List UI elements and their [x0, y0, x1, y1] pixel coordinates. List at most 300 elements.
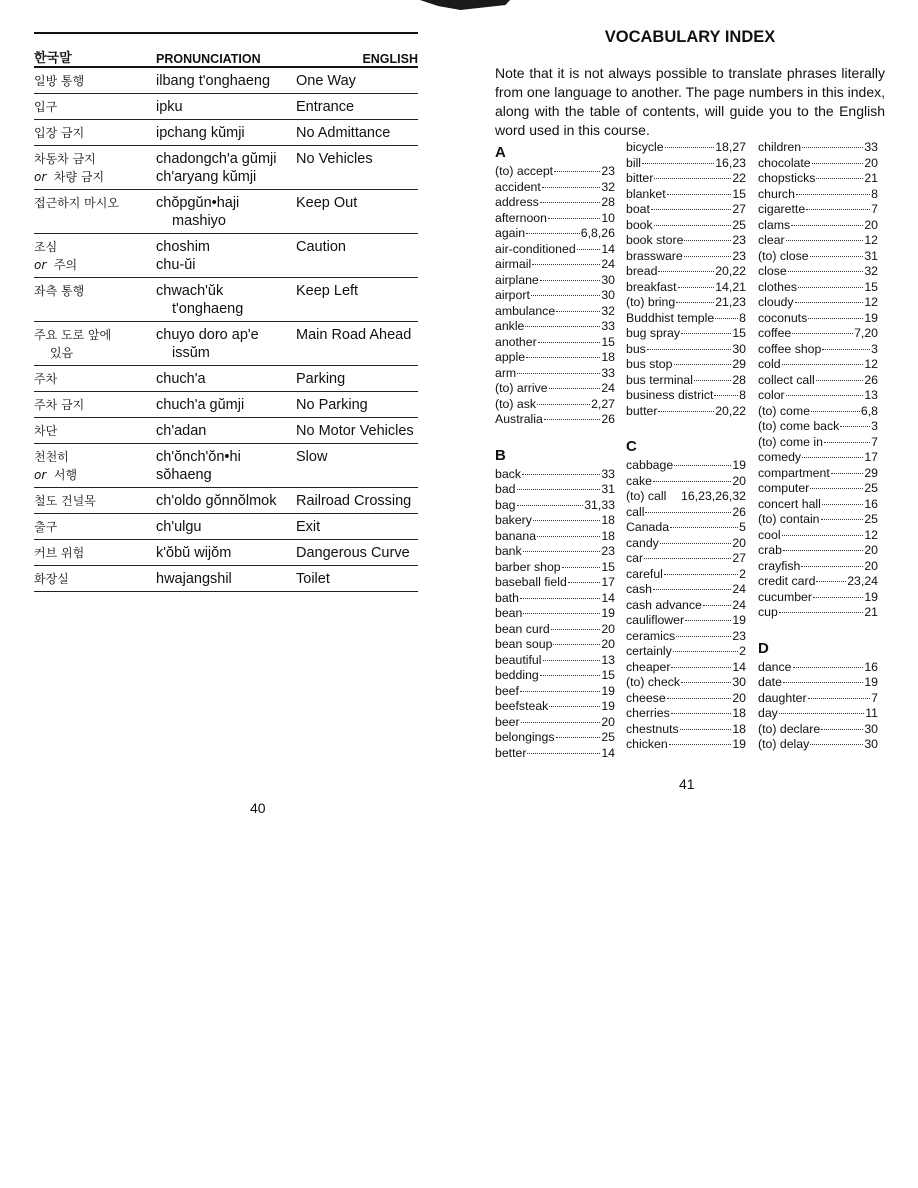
index-entry: [758, 590, 878, 606]
index-pages: 19: [601, 683, 615, 698]
index-pages: 25: [864, 512, 878, 526]
table-row: [34, 514, 418, 540]
index-entry: [758, 264, 878, 280]
index-entry: [758, 388, 878, 404]
index-term: cigarette: [758, 202, 806, 216]
dot-leader: [523, 551, 601, 552]
index-term: airplane: [495, 272, 539, 287]
index-entry: [758, 404, 878, 420]
index-pages: 30: [732, 341, 746, 356]
index-term: cake: [626, 473, 652, 488]
index-pages: 26: [864, 372, 878, 387]
index-term: careful: [626, 566, 663, 581]
page-title: VOCABULARY INDEX: [604, 28, 776, 46]
dot-leader: [674, 465, 731, 466]
index-entry: [758, 419, 878, 435]
korean-word: 좌측 통행: [34, 284, 85, 298]
dot-leader: [786, 395, 864, 396]
index-pages: 12: [864, 527, 878, 542]
dot-leader: [548, 218, 600, 219]
index-pages: 30: [601, 288, 615, 302]
dot-leader: [810, 256, 864, 257]
pronunciation-cell: [156, 448, 296, 484]
dot-leader: [658, 411, 714, 412]
index-entry: [495, 637, 615, 653]
index-term: chestnuts: [626, 721, 679, 736]
dot-leader: [654, 225, 732, 226]
index-entry: [626, 388, 746, 404]
korean-cell: [34, 544, 156, 562]
table-row: [34, 392, 418, 418]
index-pages: 23,24: [847, 574, 878, 588]
dot-leader: [782, 535, 864, 536]
table-header: [34, 34, 418, 68]
index-entry: [495, 622, 615, 638]
korean-word: 주차 금지: [34, 398, 85, 412]
korean-text: [34, 326, 156, 344]
korean-text: [34, 448, 156, 466]
index-term: children: [758, 140, 802, 154]
index-term: banana: [495, 528, 537, 543]
pronunciation-text: ch'ŏnch'ŏn•hi: [156, 449, 241, 465]
index-column-2: [626, 140, 746, 753]
index-pages: 20: [601, 637, 615, 651]
table-row: [34, 94, 418, 120]
index-term: crayfish: [758, 558, 801, 573]
dot-leader: [821, 519, 864, 520]
index-entry: [495, 226, 615, 242]
index-term: belongings: [495, 730, 555, 744]
korean-text: [34, 396, 156, 414]
index-entry: [626, 233, 746, 249]
dot-leader: [520, 691, 600, 692]
index-pages: 10: [601, 210, 615, 225]
dot-leader: [810, 744, 863, 745]
korean-word: 주요 도로 앞에: [34, 328, 112, 342]
index-term: afternoon: [495, 210, 547, 225]
pronunciation-cell: [156, 98, 296, 116]
dot-leader: [577, 249, 601, 250]
index-term: (to) come in: [758, 434, 823, 449]
pronunciation-cell: [156, 492, 296, 510]
index-pages: 20,22: [715, 264, 746, 278]
index-entry: [626, 357, 746, 373]
index-pages: 31: [864, 248, 878, 263]
intro-paragraph: Note that it is not always possible to translate phrases literally from one language to another. The page numbers in this index, along with the table of contents, will guide you to the English word used in this course.: [495, 65, 885, 138]
index-entry: [758, 342, 878, 358]
index-entry: [626, 156, 746, 172]
index-pages: 15: [864, 279, 878, 294]
index-pages: 2: [739, 566, 746, 581]
index-pages: 21: [864, 605, 878, 619]
road-sign-table: [34, 32, 418, 592]
index-pages: 3: [871, 341, 878, 356]
index-pages: 18: [601, 513, 615, 527]
index-term: daughter: [758, 690, 807, 705]
index-term: bean curd: [495, 621, 550, 636]
dot-leader: [520, 598, 600, 599]
korean-word: 커브 위험: [34, 546, 85, 560]
index-entry: [626, 295, 746, 311]
index-pages: 3: [871, 419, 878, 433]
index-entry: [758, 249, 878, 265]
pronunciation-text: hwajangshil: [156, 571, 232, 587]
pronunciation-text: t'onghaeng: [172, 301, 244, 317]
index-pages: 7: [871, 434, 878, 449]
dot-leader: [517, 489, 601, 490]
index-pages: 14: [601, 590, 615, 605]
index-term: Buddhist temple: [626, 310, 715, 325]
dot-leader: [660, 543, 731, 544]
index-term: bedding: [495, 668, 539, 682]
korean-cell: [34, 326, 156, 362]
dot-leader: [644, 558, 731, 559]
dot-leader: [793, 667, 864, 668]
english-cell: Dangerous Curve: [296, 545, 410, 561]
index-pages: 16: [864, 496, 878, 511]
pronunciation-cell: [156, 282, 296, 318]
index-entry: [626, 505, 746, 521]
dot-leader: [671, 713, 732, 714]
index-pages: 31,33: [584, 497, 615, 512]
pronunciation-text: chadongch'a gŭmji: [156, 151, 277, 167]
korean-word: 일방 통행: [34, 74, 85, 88]
index-pages: 20: [601, 714, 615, 729]
index-term: breakfast: [626, 279, 677, 294]
index-entry: [626, 598, 746, 614]
index-term: (to) delay: [758, 737, 810, 751]
index-entry: [758, 187, 878, 203]
index-entry: [495, 606, 615, 622]
index-term: butter: [626, 403, 658, 418]
pronunciation-cell: [156, 72, 296, 90]
dot-leader: [542, 187, 601, 188]
dot-leader: [667, 698, 732, 699]
scan-artifact: [420, 0, 510, 10]
index-pages: 25: [601, 730, 615, 744]
index-pages: 11: [865, 706, 878, 720]
pronunciation-cell: [156, 422, 296, 440]
dot-leader: [556, 737, 601, 738]
index-term: ankle: [495, 319, 525, 333]
dot-leader: [796, 194, 870, 195]
dot-leader: [517, 505, 584, 506]
korean-text: [34, 98, 156, 116]
dot-leader: [673, 651, 738, 652]
index-entry: [758, 171, 878, 187]
index-term: beef: [495, 683, 519, 698]
index-term: again: [495, 226, 526, 240]
index-entry: [495, 211, 615, 227]
section-letter: C: [626, 438, 637, 455]
or-label: or: [34, 468, 47, 482]
dot-leader: [812, 163, 864, 164]
dot-leader: [651, 209, 731, 210]
dot-leader: [678, 287, 715, 288]
korean-word: 주차: [34, 372, 58, 386]
table-row: [34, 278, 418, 322]
index-pages: 29: [732, 357, 746, 371]
section-letter: B: [495, 446, 506, 464]
index-term: apple: [495, 350, 526, 364]
dot-leader: [806, 209, 870, 210]
pronunciation-cell: [156, 124, 296, 142]
index-pages: 26: [601, 412, 615, 426]
index-entry: [626, 567, 746, 583]
pronunciation-text: k'ŏbŭ wijŏm: [156, 545, 232, 561]
page-number-left: 40: [250, 800, 266, 816]
index-entry: [758, 450, 878, 466]
korean-word: 서행: [53, 468, 78, 482]
index-term: credit card: [758, 574, 816, 588]
korean-cell: [34, 72, 156, 90]
index-term: candy: [626, 535, 659, 550]
index-pages: 19: [732, 613, 746, 627]
dot-leader: [786, 240, 864, 241]
index-term: bug spray: [626, 326, 681, 340]
index-term: cauliflower: [626, 613, 685, 627]
index-pages: 19: [864, 310, 878, 325]
dot-leader: [667, 194, 732, 195]
dot-leader: [674, 364, 732, 365]
index-entry: [626, 613, 746, 629]
index-entry: [495, 257, 615, 273]
index-term: accident: [495, 179, 541, 194]
index-entry: [495, 467, 615, 483]
index-pages: 7,20: [854, 326, 878, 340]
korean-cell: [34, 194, 156, 212]
index-term: cash advance: [626, 597, 702, 612]
dot-leader: [779, 612, 863, 613]
dot-leader: [527, 753, 600, 754]
korean-text: [34, 570, 156, 588]
dot-leader: [543, 660, 601, 661]
dot-leader: [694, 380, 731, 381]
dot-leader: [540, 675, 601, 676]
header-pronunciation: PRONUNCIATION: [156, 52, 261, 66]
index-pages: 33: [601, 319, 615, 333]
index-pages: 19: [864, 589, 878, 604]
index-pages: 8: [739, 388, 746, 402]
pronunciation-text: ch'ulgu: [156, 519, 202, 535]
index-pages: 27: [732, 202, 746, 216]
korean-text: [34, 518, 156, 536]
pronunciation-text: chuch'a gŭmji: [156, 397, 245, 413]
dot-leader: [653, 589, 731, 590]
korean-word: 차단: [34, 424, 58, 438]
index-entry: [495, 591, 615, 607]
index-entry: [758, 357, 878, 373]
korean-text: [34, 492, 156, 510]
index-pages: 7: [871, 202, 878, 216]
index-entry: [626, 140, 746, 156]
index-pages: 30: [601, 272, 615, 287]
pronunciation-text: ch'aryang kŭmji: [156, 169, 257, 185]
pronunciation-text: ipku: [156, 99, 183, 115]
english-cell: Main Road Ahead: [296, 327, 412, 343]
index-term: brassware: [626, 248, 683, 263]
table-row: [34, 322, 418, 366]
index-pages: 18,27: [715, 140, 746, 154]
index-pages: 15: [601, 668, 615, 682]
index-entry: [758, 691, 878, 707]
index-pages: 25: [732, 217, 746, 232]
dot-leader: [554, 171, 600, 172]
section-gap: [626, 419, 746, 434]
dot-leader: [654, 178, 731, 179]
table-row: [34, 234, 418, 278]
english-cell: No Admittance: [296, 125, 391, 141]
index-term: certainly: [626, 644, 672, 658]
index-pages: 16,23,26,32: [681, 489, 746, 503]
index-pages: 30: [864, 721, 878, 736]
index-pages: 32: [864, 264, 878, 278]
index-entry: [495, 498, 615, 514]
index-pages: 14: [732, 659, 746, 674]
dot-leader: [802, 147, 863, 148]
dot-leader: [531, 295, 600, 296]
index-entry: [758, 605, 878, 621]
dot-leader: [715, 318, 738, 319]
index-term: back: [495, 466, 521, 481]
index-pages: 20,22: [715, 403, 746, 418]
index-entry: [758, 737, 878, 753]
index-pages: 32: [601, 303, 615, 318]
index-entry: [626, 458, 746, 474]
index-term: (to) contain: [758, 512, 820, 526]
index-pages: 16,23: [715, 155, 746, 170]
korean-text: [34, 466, 156, 484]
pronunciation-text: chŏpgŭn•haji: [156, 195, 240, 211]
index-term: business district: [626, 388, 714, 402]
dot-leader: [670, 527, 738, 528]
pronunciation-cell: [156, 238, 296, 274]
index-pages: 17: [601, 575, 615, 589]
pronunciation-cell: [156, 518, 296, 536]
korean-text: [34, 256, 156, 274]
dot-leader: [808, 318, 863, 319]
index-term: (to) accept: [495, 164, 554, 178]
dot-leader: [680, 729, 732, 730]
dot-leader: [811, 411, 860, 412]
korean-cell: [34, 492, 156, 510]
english-cell: One Way: [296, 73, 356, 89]
index-pages: 23: [601, 544, 615, 558]
dot-leader: [551, 629, 601, 630]
index-term: collect call: [758, 372, 815, 387]
dot-leader: [684, 240, 731, 241]
korean-text: [34, 544, 156, 562]
dot-leader: [556, 311, 600, 312]
index-term: bus: [626, 341, 646, 356]
index-pages: 2,27: [591, 396, 615, 411]
index-term: bath: [495, 590, 519, 605]
index-pages: 19: [732, 737, 746, 751]
index-entry: [626, 404, 746, 420]
section-letter: A: [495, 144, 506, 161]
dot-leader: [653, 481, 731, 482]
index-entry: [495, 730, 615, 746]
dot-leader: [840, 426, 870, 427]
korean-cell: [34, 570, 156, 588]
index-pages: 20: [732, 535, 746, 550]
index-entry: [495, 529, 615, 545]
korean-word: 입장 금지: [34, 126, 85, 140]
index-pages: 13: [601, 652, 615, 667]
index-entry: [495, 381, 615, 397]
index-term: bean: [495, 606, 523, 620]
index-term: cold: [758, 357, 781, 371]
pronunciation-cell: [156, 396, 296, 414]
korean-text: [34, 422, 156, 440]
index-entry: [626, 249, 746, 265]
english-cell: Keep Left: [296, 283, 359, 299]
index-entry: [626, 489, 746, 505]
index-pages: 14: [601, 745, 615, 760]
dot-leader: [538, 342, 601, 343]
index-entry: [758, 706, 878, 722]
index-pages: 24: [732, 582, 746, 596]
index-term: better: [495, 745, 527, 760]
pronunciation-text: chu-ŭi: [156, 257, 196, 273]
index-term: ceramics: [626, 628, 676, 643]
index-pages: 20: [601, 621, 615, 636]
dot-leader: [522, 474, 600, 475]
index-pages: 12: [864, 233, 878, 247]
index-entry: [495, 180, 615, 196]
index-term: airport: [495, 288, 530, 302]
index-term: chocolate: [758, 155, 811, 170]
dot-leader: [822, 349, 870, 350]
index-pages: 23: [732, 248, 746, 263]
pronunciation-text: ipchang kŭmji: [156, 125, 245, 141]
index-entry: [758, 373, 878, 389]
index-entry: [495, 699, 615, 715]
page-number-right: 41: [679, 776, 695, 792]
index-pages: 20: [864, 558, 878, 573]
index-pages: 8: [871, 186, 878, 201]
index-term: Canada: [626, 520, 670, 534]
index-term: boat: [626, 202, 650, 216]
dot-leader: [783, 550, 863, 551]
pronunciation-text: ilbang t'onghaeng: [156, 73, 271, 89]
index-pages: 28: [601, 195, 615, 209]
korean-text: [34, 238, 156, 256]
index-term: clothes: [758, 279, 797, 294]
index-entry: [758, 233, 878, 249]
dot-leader: [821, 729, 863, 730]
index-entry: [626, 629, 746, 645]
index-term: clear: [758, 233, 785, 247]
index-pages: 18: [732, 721, 746, 736]
index-pages: 16: [864, 659, 878, 674]
index-term: (to) come: [758, 403, 810, 418]
index-pages: 22: [732, 171, 746, 185]
index-pages: 31: [601, 482, 615, 496]
index-entry: [495, 335, 615, 351]
index-pages: 20: [732, 690, 746, 705]
index-entry: [495, 575, 615, 591]
index-term: color: [758, 388, 785, 402]
pronunciation-cell: [156, 194, 296, 230]
pronunciation-cell: [156, 570, 296, 588]
korean-word: 화장실: [34, 572, 69, 586]
index-term: (to) declare: [758, 721, 821, 736]
header-korean: 한국말: [34, 50, 72, 65]
index-term: arm: [495, 365, 517, 380]
index-entry: [626, 264, 746, 280]
korean-word: 천천히: [34, 450, 69, 464]
